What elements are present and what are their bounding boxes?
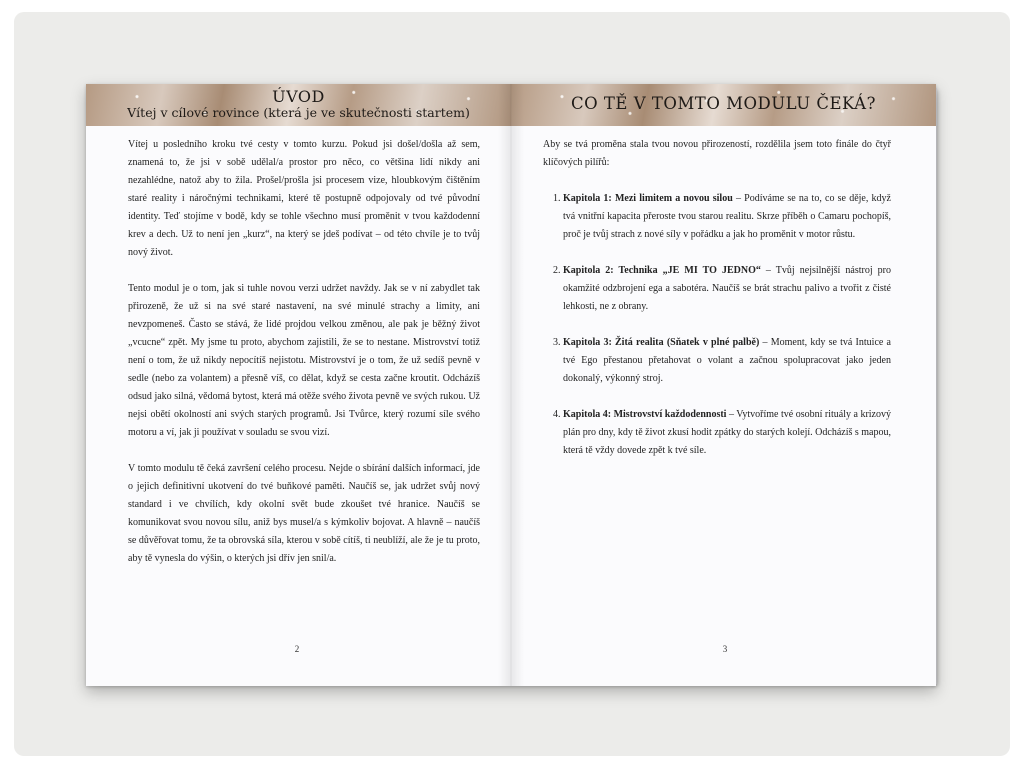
list-item bbox=[563, 190, 891, 244]
right-header-banner bbox=[511, 84, 936, 126]
right-page bbox=[511, 84, 936, 686]
intro-paragraph: Aby se tvá proměna stala tvou novou přirozeností, rozdělila jsem toto finále do čtyř klíčových pilířů: bbox=[543, 139, 891, 168]
page-number: 3 bbox=[722, 644, 728, 654]
chapter-text: – Podíváme se na to, co se děje, když tvá vnitřní kapacita přeroste tvou starou realitu. Skrze příběh o Camaru pochopíš, proč je tvůj strach z nové síly v pořádku a jak ho proměnit v motor růstu. bbox=[563, 193, 891, 240]
chapter-list bbox=[543, 190, 891, 460]
list-item bbox=[563, 334, 891, 388]
paragraph: Vítej u posledního kroku tvé cesty v tomto kurzu. Pokud jsi došel/došla až sem, znamená to, že jsi v sobě udělal/a prostor pro něco, co většina lidí nikdy ani nezahlédne, natož aby to žila. Prošel/prošla jsi procesem vize, hloubkovým čištěním staré reality i náročnými technikami, které tě postupně odpojovaly od tvé původní identity. Teď stojíme v bodě, kdy se tohle všechno musí proměnit v tvou každodenní krev a dech. Už to není jen „kurz“, na který se jdeš podívat – od této chvíle je to tvůj nový život. bbox=[128, 139, 480, 258]
left-page-body bbox=[128, 136, 480, 586]
chapter-text: – Moment, kdy se tvá Intuice a tvé Ego přestanou přetahovat o volant a začnou spolupracovat jako jeden dokonalý, výkonný stroj. bbox=[563, 337, 891, 384]
paragraph: Tento modul je o tom, jak si tuhle novou verzi udržet navždy. Jak se v ní zabydlet tak přirozeně, že už si na své staré nastavení, na své minulé strachy a limity, ani nevzpomeneš. Často se stává, že lidé projdou velkou změnou, ale pak je běžný život „vcucne“ zpět. My jsme tu proto, abychom zajistili, že se to nestane. Mistrovství totiž není o tom, že už nikdy nepocítíš nejistotu. Mistrovství je o tom, že už sedíš pevně v sedle (nebo za volantem) a přesně víš, co dělat, když se cesta začne kroutit. Odcházíš odsud jako silná, vědomá bytost, která má otěže svého života pevně ve svých rukou. Už nejsi obětí okolností ani svých starých programů. Jsi Tvůrce, který rozumí síle svého motoru a ví, jak ji používat v souladu se svou vizí. bbox=[128, 283, 480, 438]
right-page-body bbox=[543, 136, 891, 478]
chapter-label: Kapitola 2: Technika „JE MI TO JEDNO“ bbox=[563, 265, 761, 276]
left-header-banner bbox=[86, 84, 511, 126]
paragraph: V tomto modulu tě čeká završení celého procesu. Nejde o sbírání dalších informací, jde o jejich definitivní ukotvení do tvé buňkové paměti. Naučíš se, jak udržet svůj nový standard i ve chvílích, kdy okolní svět bude zkoušet tvé hranice. Naučíš se komunikovat svou novou sílu, aniž bys musel/a s kýmkoliv bojovat. A hlavně – naučíš se důvěřovat tomu, že ta obrovská síla, kterou v sobě cítíš, ti neublíží, ale že je tu proto, aby tě vynesla do výšin, o kterých jsi dřív jen snil/a. bbox=[128, 463, 480, 564]
right-page-title: CO TĚ V TOMTO MODULU ČEKÁ? bbox=[571, 94, 876, 113]
booklet-spread bbox=[86, 84, 936, 686]
chapter-label: Kapitola 1: Mezi limitem a novou silou bbox=[563, 193, 733, 204]
left-page-title: ÚVOD bbox=[272, 87, 325, 106]
list-item bbox=[563, 262, 891, 316]
chapter-text: – Tvůj nejsilnější nástroj pro okamžité odzbrojení ega a sabotéra. Naučíš se brát strachu palivo a tvořit z čisté lehkosti, ne z obrany. bbox=[563, 265, 891, 312]
left-page bbox=[86, 84, 511, 686]
chapter-label: Kapitola 4: Mistrovství každodennosti bbox=[563, 409, 727, 420]
page-number: 2 bbox=[294, 644, 300, 654]
chapter-text: – Vytvoříme tvé osobní rituály a krizový plán pro dny, kdy tě život zkusí hodit zpátky do starých kolejí. Odcházíš s mapou, která tě vždy dovede zpět k tvé síle. bbox=[563, 409, 891, 456]
list-item bbox=[563, 406, 891, 460]
chapter-label: Kapitola 3: Žitá realita (Sňatek v plné palbě) bbox=[563, 337, 760, 348]
left-page-subtitle: Vítej v cílové rovince (která je ve skutečnosti startem) bbox=[127, 105, 470, 120]
